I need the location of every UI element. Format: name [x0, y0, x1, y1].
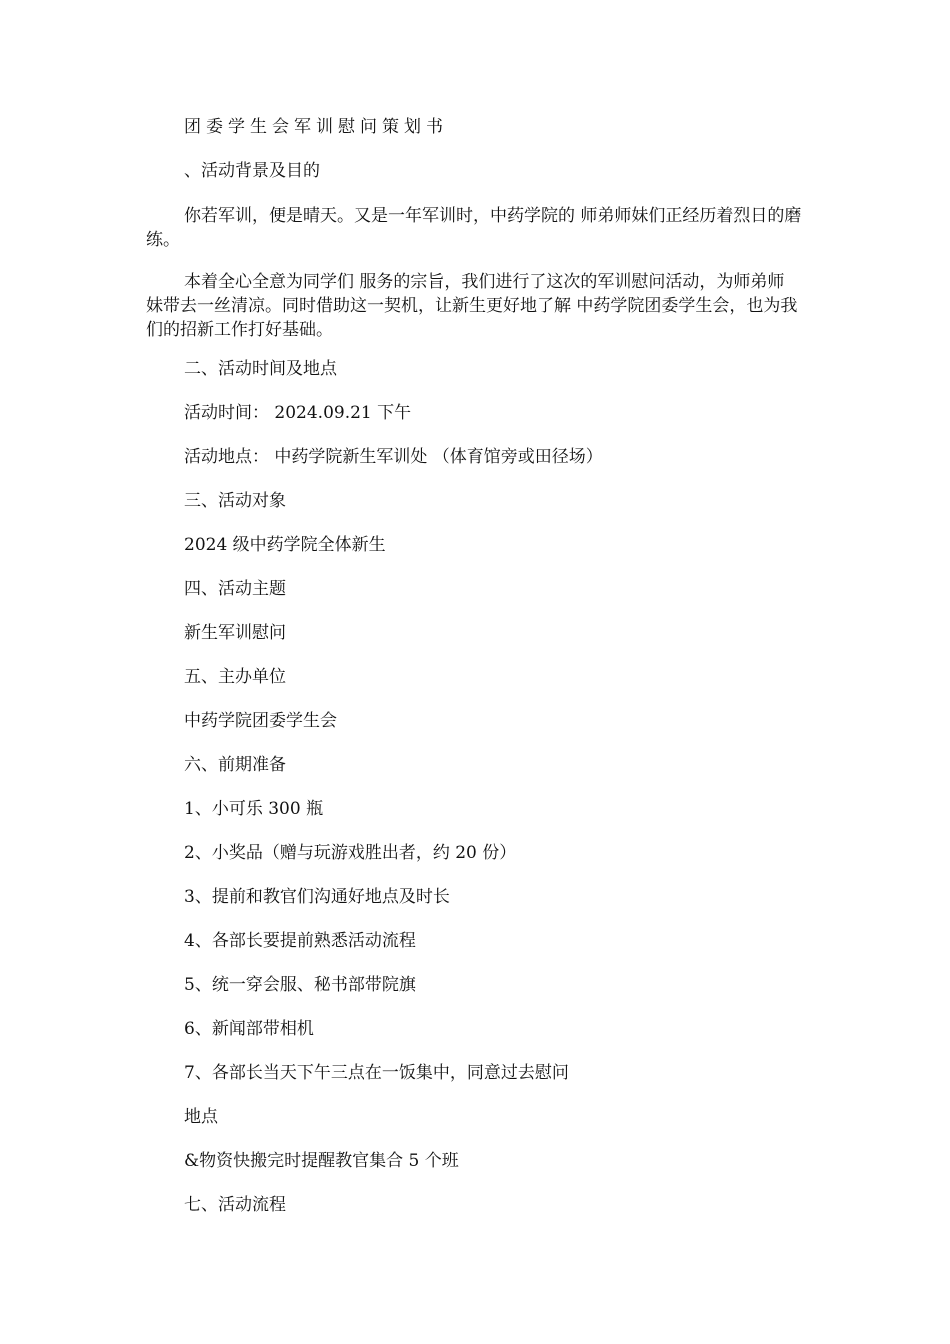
section-heading-process: 七、活动流程 — [184, 1195, 286, 1215]
section-heading-theme: 四、活动主题 — [184, 579, 286, 599]
prep-item: 5、统一穿会服、秘书部带院旗 — [184, 975, 416, 995]
prep-item: 3、提前和教官们沟通好地点及时长 — [184, 887, 450, 907]
activity-theme: 新生军训慰问 — [184, 623, 286, 643]
paragraph-intro: 你若军训，便是晴天。又是一年军训时，中药学院的 师弟师妹们正经历着烈日的磨练。 — [146, 206, 802, 250]
paragraph-purpose: 本着全心全意为同学们 服务的宗旨，我们进行了这次的军训慰问活动，为师弟师 妹带去一丝清凉。同时借助这一契机，让新生更好地了解 中药学院团委学生会，也为我们的招新工作打好基础。 — [146, 272, 798, 340]
section-heading-background: 、活动背景及目的 — [184, 161, 320, 181]
section-heading-audience: 三、活动对象 — [184, 491, 286, 511]
activity-time: 活动时间： 2024.09.21 下午 — [184, 403, 412, 423]
document-title: 团委学生会军训慰问策划书 — [184, 117, 448, 137]
prep-item: 7、各部长当天下午三点在一饭集中，同意过去慰问 — [184, 1063, 569, 1083]
place-word: 地点 — [184, 1107, 218, 1127]
activity-place: 活动地点： 中药学院新生军训处 （体育馆旁或田径场） — [184, 447, 603, 467]
prep-item: 2、小奖品（赠与玩游戏胜出者，约 20 份） — [184, 843, 517, 863]
section-heading-organizer: 五、主办单位 — [184, 667, 286, 687]
section-heading-preparation: 六、前期准备 — [184, 755, 286, 775]
prep-item: 1、小可乐 300 瓶 — [184, 799, 324, 819]
note-line: &物资快搬完时提醒教官集合 5 个班 — [184, 1151, 459, 1171]
prep-item: 6、新闻部带相机 — [184, 1019, 314, 1039]
activity-organizer: 中药学院团委学生会 — [184, 711, 337, 731]
activity-audience: 2024 级中药学院全体新生 — [184, 535, 386, 555]
prep-item: 4、各部长要提前熟悉活动流程 — [184, 931, 416, 951]
section-heading-time-place: 二、活动时间及地点 — [184, 359, 337, 379]
